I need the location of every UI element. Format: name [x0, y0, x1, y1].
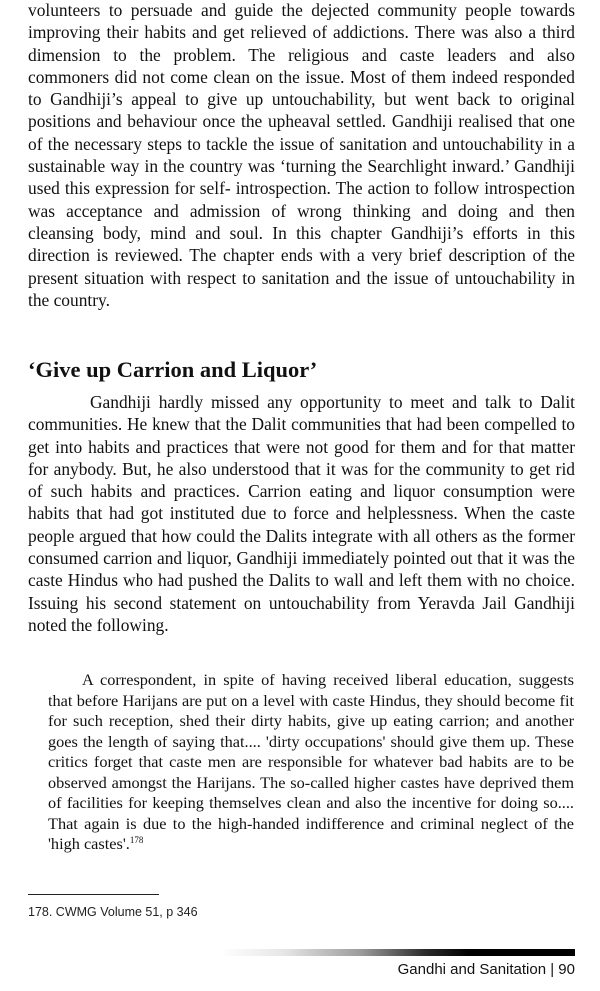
page-footer: Gandhi and Sanitation | 90: [397, 961, 575, 978]
quote-text: A correspondent, in spite of having received liberal education, suggests that before Harijans are put on a level with caste Hindus, they should become fit for such reception, shed their dirty habits, give up eating carrion; and another goes the length of saying that.... 'dirty occupations' should give them up. These critics forget that caste men are responsible for whatever bad habits are to be observed amongst the Harijans. The so-called higher castes have deprived them of facilities for keeping themselves clean and also the incentive for doing so.... That again is due to the high-handed indifference and criminal neglect of the 'high castes'.: [48, 670, 574, 853]
footer-gradient-bar: [220, 949, 575, 956]
footnote-divider: [28, 894, 159, 895]
footnote: 178. CWMG Volume 51, p 346: [28, 905, 198, 919]
body-paragraph-section: Gandhiji hardly missed any opportunity to meet and talk to Dalit communities. He knew that the Dalit communities that had been compelled to get into habits and practices that were not good for them and for that matter for anybody. But, he also understood that it was for the community to get rid of such habits and practices. Carrion eating and liquor consumption were habits that had got instituted due to force and helplessness. When the caste people argued that how could the Dalits integrate with all others as the former consumed carrion and liquor, Gandhiji immediately pointed out that it was the caste Hindus who had pushed the Dalits to wall and left them with no choice. Issuing his second statement on untouchability from Yeravda Jail Gandhiji noted the following.: [28, 392, 575, 635]
section-heading: ‘Give up Carrion and Liquor’: [28, 357, 318, 382]
body-paragraph-intro: volunteers to persuade and guide the dejected community people towards improving their habits and get relieved of addictions. There was also a third dimension to the problem. The religious and caste leaders and also commoners did not come clean on the issue. Most of them indeed responded to Gandhiji’s appeal to give up untouchability, but went back to original positions and behaviour once the upheaval settled. Gandhiji realised that one of the necessary steps to tackle the issue of sanitation and untouchability in a sustainable way in the country was ‘turning the Searchlight inward.’ Gandhiji used this expression for self- introspection. The action to follow introspection was acceptance and admission of wrong thinking and doing and then cleansing body, mind and soul. In this chapter Gandhiji’s efforts in this direction is reviewed. The chapter ends with a very brief description of the present situation with respect to sanitation and the issue of untouchability in the country.: [28, 0, 575, 310]
footnote-reference: 178: [129, 835, 144, 845]
block-quote: [48, 670, 574, 855]
